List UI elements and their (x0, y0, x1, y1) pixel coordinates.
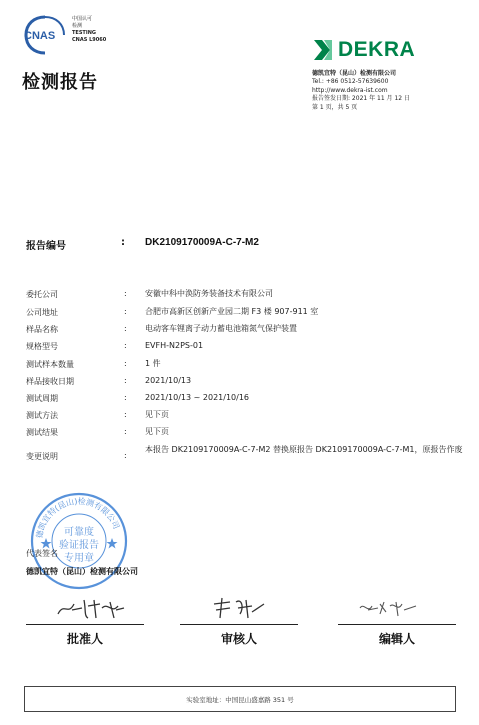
field-colon: : (124, 307, 127, 316)
reviewer-label: 审核人 (220, 632, 257, 646)
signature-line (26, 624, 144, 625)
stamp-star-icon (107, 538, 118, 549)
cnas-line: CNAS L9060 (72, 37, 107, 43)
representative-company: 德凯宜特（昆山）检测有限公司 (26, 567, 138, 576)
stamp-star-icon (41, 538, 52, 549)
representative-label: 代表签名 (26, 549, 58, 558)
field-label: 样品名称 (26, 325, 58, 334)
cnas-text (72, 16, 106, 44)
field-colon: : (124, 324, 127, 333)
field-label: 测试周期 (26, 394, 58, 403)
field-value: 安徽中科中涣防务装备技术有限公司 (145, 289, 273, 298)
stamp-center-line: 可靠度 (64, 527, 94, 538)
approver-label: 批准人 (66, 632, 103, 646)
issue-date: 报告签发日期: 2021 年 11 月 12 日 (312, 95, 411, 103)
field-colon: : (124, 376, 127, 385)
lab-address-footer (24, 686, 456, 712)
dekra-brand: DEKRA (338, 38, 416, 61)
report-number-label: 报告编号 (26, 241, 66, 252)
cnas-logo (22, 14, 130, 56)
cnas-line: 检测 (72, 23, 83, 29)
stamp-center-line: 专用章 (64, 553, 94, 564)
field-label: 规格型号 (26, 342, 58, 351)
field-colon: : (124, 427, 127, 436)
field-value: 见下页 (145, 410, 169, 419)
field-value: EVFH-N2PS-01 (145, 341, 204, 350)
field-label: 公司地址 (26, 308, 58, 317)
field-colon: : (124, 393, 127, 402)
field-label: 变更说明 (26, 452, 58, 461)
field-label: 样品接收日期 (26, 377, 74, 386)
dekra-tel: Tel.: +86 0512-57639600 (312, 78, 389, 86)
signature-line (338, 624, 456, 625)
cnas-line: TESTING (72, 30, 96, 36)
field-value: 见下页 (145, 427, 169, 436)
field-value: 1 件 (145, 359, 161, 368)
field-value: 电动客车锂离子动力蓄电池箱氮气保护装置 (145, 324, 297, 333)
field-colon: : (124, 410, 127, 419)
approver-signature (54, 596, 128, 620)
lab-address: 实验室地址：中国昆山盛嘉路 351 号 (186, 695, 294, 704)
editor-signature (356, 596, 420, 620)
cnas-mark-text: CNAS (24, 30, 56, 42)
field-value: 2021/10/13 (145, 376, 192, 385)
dekra-company: 德凯宜特（昆山）检测有限公司 (312, 70, 397, 77)
signature-line (180, 624, 298, 625)
dekra-mark-icon (312, 38, 334, 62)
field-colon: : (124, 341, 127, 350)
stamp-center-line: 验证报告 (59, 540, 99, 551)
stamp-outer-text: 德凯宜特(昆山)检测有限公司 (34, 496, 121, 539)
cnas-line: 中国认可 (72, 16, 93, 22)
editor-label: 编辑人 (378, 632, 415, 646)
dekra-website: http://www.dekra-ist.com (312, 86, 388, 94)
field-label: 测试方法 (26, 411, 58, 420)
field-value: 合肥市高新区创新产业园二期 F3 楼 907-911 室 (145, 307, 319, 316)
field-label: 测试结果 (26, 428, 58, 437)
cnas-mark-icon (22, 14, 68, 56)
dekra-logo (312, 38, 415, 62)
page-info: 第 1 页，共 5 页 (312, 103, 358, 111)
field-label: 委托公司 (26, 290, 58, 299)
report-number-colon: : (121, 237, 125, 248)
field-value: 2021/10/13 ~ 2021/10/16 (145, 393, 250, 402)
document-title: 检测报告 (22, 72, 98, 93)
field-colon: : (124, 451, 127, 460)
dekra-info (312, 70, 410, 112)
field-colon: : (124, 359, 127, 368)
field-value: 本报告 DK2109170009A-C-7-M2 替换原报告 DK2109170009A-C-7-M1，原报告作废 (145, 445, 463, 454)
reviewer-signature (208, 596, 268, 620)
field-colon: : (124, 289, 127, 298)
report-number-value: DK2109170009A-C-7-M2 (145, 237, 259, 248)
field-label: 测试样本数量 (26, 360, 74, 369)
